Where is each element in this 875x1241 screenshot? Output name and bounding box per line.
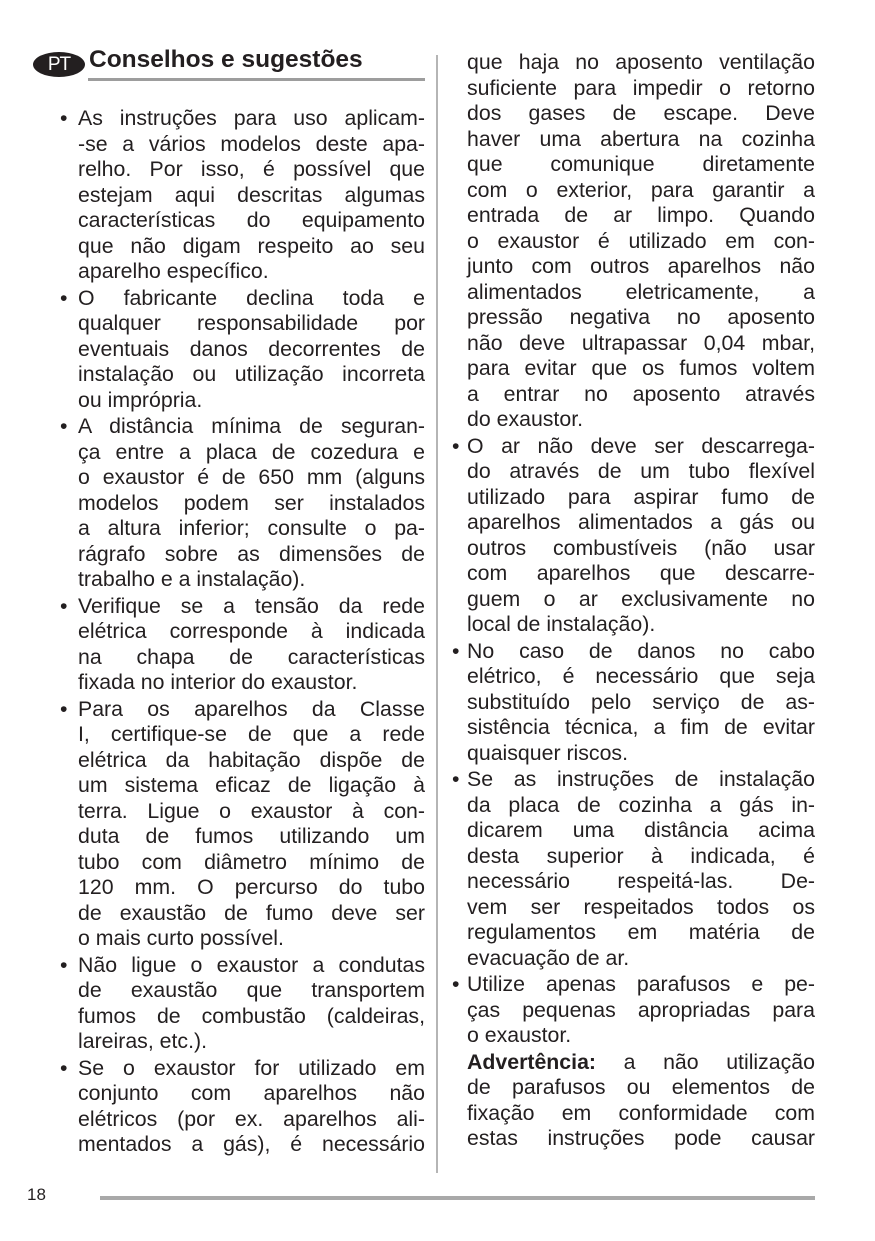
text-line: rágrafo sobre as dimensões de <box>78 541 425 566</box>
text-line: suficiente para impedir o retorno <box>467 75 815 100</box>
text-line: sistência técnica, a fim de evitar <box>467 715 815 739</box>
text-line: com o exterior, para garantir a <box>467 177 815 202</box>
text-line: alimentados eletricamente, a <box>467 279 815 304</box>
column-divider <box>436 55 438 1173</box>
text-line: na chapa de características <box>78 644 425 669</box>
text-line: No caso de danos no cabo <box>467 638 815 663</box>
text-line: ças pequenas apropriadas para <box>467 997 815 1022</box>
text-line: que comunique diretamente <box>467 152 815 176</box>
text-line: 120 mm. O percurso do tubo <box>78 875 425 899</box>
bullet-item <box>452 972 815 1049</box>
text-line: que haja no aposento ventilação <box>467 50 815 74</box>
text-line: outros combustíveis (não usar <box>467 535 815 560</box>
text-line: haver uma abertura na cozinha <box>467 126 815 151</box>
text-line: aparelho específico. <box>78 259 269 283</box>
text-line: com aparelhos que descarre- <box>467 561 815 585</box>
bullet-item <box>60 414 425 593</box>
text-line: junto com outros aparelhos não <box>467 254 815 278</box>
bullet-icon: • <box>452 638 460 663</box>
text-line: duta de fumos utilizando um <box>78 824 425 848</box>
text-line: local de instalação). <box>467 612 656 636</box>
text-line: O fabricante declina toda e <box>78 285 425 310</box>
bullet-item <box>60 697 425 952</box>
text-line: mentados a gás), é necessário <box>78 1132 425 1156</box>
text-line: modelos podem ser instalados <box>78 490 425 515</box>
text-line: Se as instruções de instalação <box>467 767 815 791</box>
text-line: evacuação de ar. <box>467 945 630 970</box>
text-line: guem o ar exclusivamente no <box>467 586 815 611</box>
bullet-icon: • <box>60 414 68 438</box>
text-line: -se a vários modelos deste apa- <box>78 131 425 156</box>
paragraph <box>452 50 815 433</box>
text-line: ça entre a placa de cozedura e <box>78 439 425 464</box>
text-line: quaisquer riscos. <box>467 740 628 765</box>
text-line: relho. Por isso, é possível que <box>78 157 425 181</box>
text-line: qualquer responsabilidade por <box>78 311 425 335</box>
text-line: do exaustor. <box>467 407 584 431</box>
text-line: Verifique se a tensão da rede <box>78 593 425 618</box>
text-line: o exaustor é de 650 mm (alguns <box>78 465 425 489</box>
section-title: Conselhos e sugestões <box>89 46 363 73</box>
text-line: de exaustão que transportem <box>78 978 425 1002</box>
text-line: Não ligue o exaustor a condutas <box>78 952 425 977</box>
text-line: instalação ou utilização incorreta <box>78 362 425 386</box>
bullet-icon: • <box>60 106 68 130</box>
right-column <box>452 50 815 1153</box>
text-line: tubo com diâmetro mínimo de <box>78 849 425 874</box>
text-line: fumos de combustão (caldeiras, <box>78 1003 425 1028</box>
text-line: não deve ultrapassar 0,04 mbar, <box>467 330 815 355</box>
bullet-icon: • <box>60 593 68 618</box>
text-line: A distância mínima de seguran- <box>78 414 425 438</box>
text-line: desta superior à indicada, é <box>467 843 815 868</box>
text-line: O ar não deve ser descarrega- <box>467 433 815 458</box>
text-line: dos gases de escape. Deve <box>467 101 815 125</box>
bullet-item <box>452 767 815 971</box>
text-line: regulamentos em matéria de <box>467 920 815 944</box>
footer-rule <box>100 1196 815 1200</box>
text-line: a entrar no aposento através <box>467 381 815 406</box>
text-line: conjunto com aparelhos não <box>78 1081 425 1105</box>
text-line: elétrica da habitação dispõe de <box>78 747 425 772</box>
bullet-item <box>60 1056 425 1158</box>
text-line: Se o exaustor for utilizado em <box>78 1055 425 1080</box>
text-line: dicarem uma distância acima <box>467 818 815 842</box>
text-line: do através de um tubo flexível <box>467 459 815 483</box>
text-line: da placa de cozinha a gás in- <box>467 792 815 817</box>
warning-text: a não utilização <box>596 1049 815 1074</box>
paragraph <box>452 1050 815 1152</box>
text-line: necessário respeitá-las. De- <box>467 869 815 893</box>
bullet-item <box>60 594 425 696</box>
text-line: o exaustor. <box>467 1023 572 1047</box>
text-line: vem ser respeitados todos os <box>467 894 815 919</box>
text-line: pressão negativa no aposento <box>467 305 815 329</box>
text-line: ou imprópria. <box>78 387 203 412</box>
bullet-icon: • <box>60 696 68 721</box>
text-line: aparelhos alimentados a gás ou <box>467 510 815 534</box>
text-line: I, certifique-se de que a rede <box>78 722 425 746</box>
text-line: terra. Ligue o exaustor à con- <box>78 798 425 823</box>
language-badge: PT <box>33 52 85 77</box>
bullet-icon: • <box>452 767 460 791</box>
warning-label: Advertência: <box>467 1049 597 1074</box>
text-line: entrada de ar limpo. Quando <box>467 203 815 227</box>
text-line: estas instruções pode causar <box>467 1126 815 1150</box>
left-column <box>60 106 425 1159</box>
bullet-item <box>60 953 425 1055</box>
bullet-item <box>452 434 815 638</box>
text-line: de exaustão de fumo deve ser <box>78 900 425 925</box>
text-line: que não digam respeito ao seu <box>78 233 425 258</box>
page-number: 18 <box>27 1185 46 1204</box>
bullet-item <box>60 106 425 285</box>
text-line: fixada no interior do exaustor. <box>78 670 358 694</box>
text-line: elétrico, é necessário que seja <box>467 664 815 688</box>
text-line: para evitar que os fumos voltem <box>467 356 815 380</box>
text-line: As instruções para uso aplicam- <box>78 106 425 130</box>
text-line: estejam aqui descritas algumas <box>78 182 425 207</box>
text-line: a altura inferior; consulte o pa- <box>78 516 425 540</box>
text-line: o mais curto possível. <box>78 926 284 950</box>
text-line <box>467 1050 815 1076</box>
text-line: Para os aparelhos da Classe <box>78 696 425 721</box>
title-underline <box>88 78 425 81</box>
bullet-icon: • <box>452 972 460 996</box>
text-line: lareiras, etc.). <box>78 1029 207 1053</box>
text-line: um sistema eficaz de ligação à <box>78 773 425 797</box>
bullet-item <box>452 639 815 767</box>
text-line: de parafusos ou elementos de <box>467 1075 815 1099</box>
text-line: fixação em conformidade com <box>467 1100 815 1125</box>
text-line: elétricos (por ex. aparelhos ali- <box>78 1106 425 1131</box>
text-line: o exaustor é utilizado em con- <box>467 228 815 253</box>
text-line: utilizado para aspirar fumo de <box>467 484 815 509</box>
bullet-icon: • <box>452 433 460 458</box>
bullet-icon: • <box>60 1055 68 1080</box>
text-line: características do equipamento <box>78 208 425 232</box>
text-line: elétrica corresponde à indicada <box>78 619 425 643</box>
text-line: Utilize apenas parafusos e pe- <box>467 972 815 996</box>
text-line: trabalho e a instalação). <box>78 567 306 591</box>
bullet-item <box>60 286 425 414</box>
bullet-icon: • <box>60 285 68 310</box>
bullet-icon: • <box>60 952 68 977</box>
text-line: substituído pelo serviço de as- <box>467 689 815 714</box>
text-line: eventuais danos decorrentes de <box>78 336 425 361</box>
